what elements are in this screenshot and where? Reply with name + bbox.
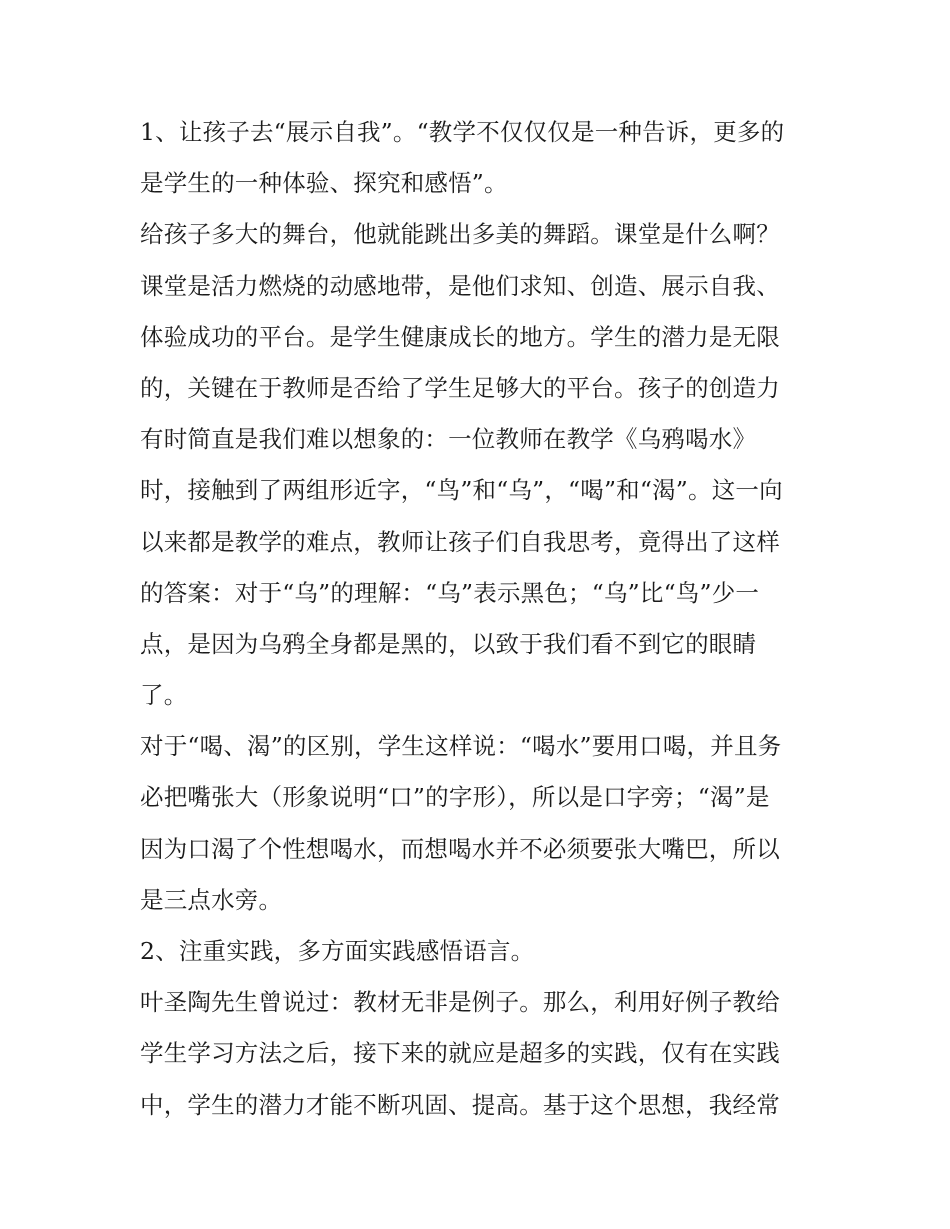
text-line: 以来都是教学的难点，教师让孩子们自我思考，竟得出了这样 bbox=[140, 527, 780, 556]
text-line: 是三点水旁。 bbox=[140, 885, 283, 914]
text-line: 的答案：对于“乌”的理解：“乌”表示黑色；“乌”比“鸟”少一 bbox=[140, 578, 760, 607]
text-line: 叶圣陶先生曾说过：教材无非是例子。那么，利用好例子教给 bbox=[140, 988, 780, 1017]
text-line: 对于“喝、渴”的区别，学生这样说：“喝水”要用口喝，并且务 bbox=[140, 732, 782, 761]
text-line: 1、让孩子去“展示自我”。“教学不仅仅仅是一种告诉，更多的 bbox=[140, 118, 785, 146]
text-line: 因为口渴了个性想喝水，而想喝水并不必须要张大嘴巴，所以 bbox=[140, 834, 780, 863]
text-line: 是学生的一种体验、探究和感悟”。 bbox=[140, 169, 508, 198]
text-line: 的，关键在于教师是否给了学生足够大的平台。孩子的创造力 bbox=[140, 373, 780, 402]
text-line: 课堂是活力燃烧的动感地带，是他们求知、创造、展示自我、 bbox=[140, 271, 780, 300]
text-line: 点，是因为乌鸦全身都是黑的，以致于我们看不到它的眼睛 bbox=[140, 629, 757, 658]
text-line: 中，学生的潜力才能不断巩固、提高。基于这个思想，我经常 bbox=[140, 1090, 780, 1119]
body-text bbox=[140, 107, 820, 1131]
text-line: 时，接触到了两组形近字，“鸟”和“乌”，“喝”和“渴”。这一向 bbox=[140, 476, 783, 505]
text-line: 有时简直是我们难以想象的：一位教师在教学《乌鸦喝水》 bbox=[140, 425, 757, 454]
text-line: 学生学习方法之后，接下来的就应是超多的实践，仅有在实践 bbox=[140, 1039, 780, 1068]
text-line: 体验成功的平台。是学生健康成长的地方。学生的潜力是无限 bbox=[140, 322, 780, 351]
text-line: 2、注重实践，多方面实践感悟语言。 bbox=[140, 937, 535, 965]
text-line: 给孩子多大的舞台，他就能跳出多美的舞蹈。课堂是什么啊？ bbox=[140, 220, 780, 249]
text-line: 了。 bbox=[140, 681, 188, 710]
text-line: 必把嘴张大（形象说明“口”的字形），所以是口字旁；“渴”是 bbox=[140, 783, 770, 812]
